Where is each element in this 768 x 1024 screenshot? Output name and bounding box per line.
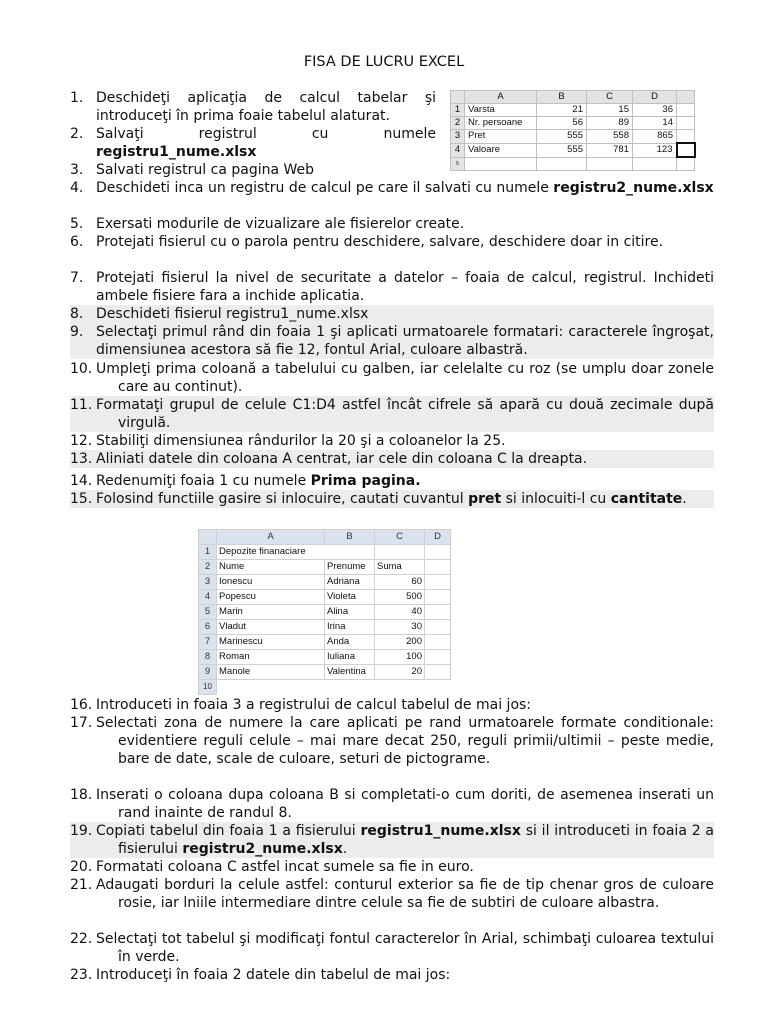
row-number: 9	[199, 665, 217, 680]
table-row	[199, 650, 451, 665]
list-item	[70, 822, 714, 858]
row-number: 7	[199, 635, 217, 650]
item-text: Selectaţi tot tabelul şi modificaţi fontul caracterelor în Arial, schimbaţi culoarea textului în verde.	[96, 931, 714, 965]
cell: 500	[375, 590, 425, 605]
row-number: 8	[199, 650, 217, 665]
item-text: Salvati registrul ca pagina Web	[96, 162, 315, 178]
item-number: 18.	[70, 787, 93, 803]
item-text: Protejati fisierul la nivel de securitate a datelor – foaia de calcul, registrul. Inchideti ambele fisiere fara a inchide aplicatia.	[96, 270, 714, 304]
item-number: 4.	[70, 180, 84, 196]
item-text: Selectaţi primul rând din foaia 1 şi aplicati urmatoarele formatari: caracterele îngroşat, dimensiunea acestora să fie 12, fontul Arial, culoare albastră.	[96, 324, 714, 358]
cell: Valentina	[325, 665, 375, 680]
table-row	[199, 545, 451, 560]
list-item	[70, 472, 714, 490]
table-row	[451, 157, 695, 171]
item-text: Folosind functiile gasire si inlocuire, cautati cuvantul pret si inlocuiti-l cu cantitate.	[96, 491, 687, 507]
row-number: 1	[199, 545, 217, 560]
list-item	[70, 432, 714, 450]
cell: Irina	[325, 620, 375, 635]
table-row	[199, 635, 451, 650]
item-text: Redenumiţi foaia 1 cu numele Prima pagina.	[96, 473, 421, 489]
item-number: 11.	[70, 397, 93, 413]
item-number: 15.	[70, 491, 93, 507]
item-number: 16.	[70, 697, 93, 713]
item-number: 3.	[70, 162, 84, 178]
item-number: 20.	[70, 859, 93, 875]
cell: 14	[633, 117, 677, 130]
table-row	[199, 605, 451, 620]
table-row	[451, 117, 695, 130]
cell: Marinescu	[217, 635, 325, 650]
item-number: 21.	[70, 877, 93, 893]
cell: 40	[375, 605, 425, 620]
selected-cell	[677, 143, 695, 157]
table-row	[451, 130, 695, 144]
item-number: 13.	[70, 451, 93, 467]
cell: 123	[633, 143, 677, 157]
table-row	[199, 590, 451, 605]
row-number: 5	[199, 605, 217, 620]
cell: 20	[375, 665, 425, 680]
column-header: A	[465, 91, 537, 104]
list-item	[70, 858, 714, 876]
row-number: 1	[451, 104, 465, 117]
cell: 781	[587, 143, 633, 157]
list-item	[70, 396, 714, 432]
table-row	[199, 680, 451, 695]
page-title: FISA DE LUCRU EXCEL	[303, 54, 465, 70]
cell: Marin	[217, 605, 325, 620]
list-item	[70, 876, 714, 912]
item-text: Deschideţi aplicaţia de calcul tabelar şi introduceţi în prima foaie tabelul alaturat.	[96, 90, 436, 124]
item-number: 2.	[70, 126, 84, 142]
item-number: 23.	[70, 967, 93, 983]
column-header: D	[633, 91, 677, 104]
header-cell: Nume	[217, 560, 325, 575]
cell: 100	[375, 650, 425, 665]
cell: Adriana	[325, 575, 375, 590]
item-text: Protejati fisierul cu o parola pentru deschidere, salvare, deschidere doar in citire.	[96, 234, 664, 250]
cell: 558	[587, 130, 633, 144]
column-header-row	[199, 530, 451, 545]
cell: Pret	[465, 130, 537, 144]
item-text: Formataţi grupul de celule C1:D4 astfel încât cifrele să apară cu două zecimale după virgulă.	[96, 397, 714, 431]
cell: Ionescu	[217, 575, 325, 590]
row-number: 3	[451, 130, 465, 144]
list-item	[70, 490, 714, 508]
cell: Roman	[217, 650, 325, 665]
row-number: 6	[199, 620, 217, 635]
cell: Alina	[325, 605, 375, 620]
item-number: 6.	[70, 234, 84, 250]
list-item	[70, 305, 714, 323]
cell: 21	[537, 104, 587, 117]
list-item	[70, 269, 714, 305]
cell: 15	[587, 104, 633, 117]
cell: 865	[633, 130, 677, 144]
cell: 555	[537, 143, 587, 157]
item-number: 10.	[70, 361, 93, 377]
row-number: 10	[199, 680, 217, 695]
item-number: 17.	[70, 715, 93, 731]
item-text: Salvaţi registrul cu numele registru1_nume.xlsx	[96, 126, 436, 160]
item-text: Deschideti inca un registru de calcul pe care il salvati cu numele registru2_nume.xlsx	[96, 180, 714, 196]
row-number: 5	[451, 157, 465, 171]
cell: 555	[537, 130, 587, 144]
cell: Varsta	[465, 104, 537, 117]
row-number: 4	[199, 590, 217, 605]
item-number: 7.	[70, 270, 84, 286]
row-number: 3	[199, 575, 217, 590]
item-text: Adaugati borduri la celule astfel: conturul exterior sa fie de tip chenar gros de culoare rosie, iar lniile intermediare dintre celule sa fie de subtiri de culoare albastra.	[96, 877, 714, 911]
item-number: 14.	[70, 473, 93, 489]
item-text: Introduceţi în foaia 2 datele din tabelul de mai jos:	[96, 967, 451, 983]
column-header: B	[325, 530, 375, 545]
item-text: Formatati coloana C astfel incat sumele sa fie in euro.	[96, 859, 474, 875]
column-header: B	[537, 91, 587, 104]
item-text: Aliniati datele din coloana A centrat, iar cele din coloana C la dreapta.	[96, 451, 588, 467]
list-item	[70, 125, 436, 161]
list-item	[70, 450, 714, 468]
column-header: A	[217, 530, 325, 545]
table-row	[199, 620, 451, 635]
item-number: 9.	[70, 324, 84, 340]
item-number: 5.	[70, 216, 84, 232]
list-item	[70, 966, 714, 984]
cell: Valoare	[465, 143, 537, 157]
row-number: 2	[199, 560, 217, 575]
list-item	[70, 696, 714, 714]
list-item	[70, 89, 436, 125]
cell: 89	[587, 117, 633, 130]
item-number: 12.	[70, 433, 93, 449]
column-header-row	[451, 91, 695, 104]
item-text: Introduceti in foaia 3 a registrului de calcul tabelul de mai jos:	[96, 697, 532, 713]
header-cell: Prenume	[325, 560, 375, 575]
table-title-cell: Depozite finanaciare	[217, 545, 325, 560]
cell: Nr. persoane	[465, 117, 537, 130]
cell: 56	[537, 117, 587, 130]
column-header: C	[375, 530, 425, 545]
table-row	[199, 575, 451, 590]
list-item	[70, 323, 714, 359]
list-item	[70, 930, 714, 966]
item-number: 22.	[70, 931, 93, 947]
table-row	[199, 560, 451, 575]
cell: 60	[375, 575, 425, 590]
column-header: C	[587, 91, 633, 104]
item-text: Exersati modurile de vizualizare ale fisierelor create.	[96, 216, 465, 232]
cell: Vladut	[217, 620, 325, 635]
cell: Violeta	[325, 590, 375, 605]
list-item	[70, 233, 714, 251]
header-cell: Suma	[375, 560, 425, 575]
select-all-corner	[199, 530, 217, 545]
item-text: Selectati zona de numere la care aplicati pe rand urmatoarele formate conditionale: evidentiere reguli celule – mai mare decat 250, reguli primii/ultimii – peste medie, bare de date, scale de culoare, seturi de pictograme.	[96, 715, 714, 767]
item-number: 1.	[70, 90, 84, 106]
table-row	[199, 665, 451, 680]
cell: 36	[633, 104, 677, 117]
list-item	[70, 360, 714, 396]
list-item	[70, 786, 714, 822]
cell: 200	[375, 635, 425, 650]
item-text: Copiati tabelul din foaia 1 a fisierului registru1_nume.xlsx si il introduceti in foaia 2 a fisierului registru2_nume.xlsx.	[96, 823, 714, 857]
list-item	[70, 714, 714, 768]
row-number: 4	[451, 143, 465, 157]
cell: Manole	[217, 665, 325, 680]
item-text: Stabiliţi dimensiunea rândurilor la 20 şi a coloanelor la 25.	[96, 433, 506, 449]
item-text: Umpleţi prima coloană a tabelului cu galben, iar celelalte cu roz (se umplu doar zonele care au continut).	[96, 361, 714, 395]
cell: Iuliana	[325, 650, 375, 665]
row-number: 2	[451, 117, 465, 130]
cell: Anda	[325, 635, 375, 650]
list-item	[70, 215, 714, 233]
item-text: Inserati o coloana dupa coloana B si completati-o cum doriti, de asemenea inserati un rand inainte de randul 8.	[96, 787, 714, 821]
item-number: 19.	[70, 823, 93, 839]
item-number: 8.	[70, 306, 84, 322]
cell: 30	[375, 620, 425, 635]
spreadsheet-table-2	[198, 529, 451, 695]
item-text: Deschideti fisierul registru1_nume.xlsx	[96, 306, 369, 322]
table-row	[451, 143, 695, 157]
column-header: D	[425, 530, 451, 545]
spreadsheet-table-1	[450, 90, 696, 171]
list-item	[70, 179, 714, 197]
table-row	[451, 104, 695, 117]
cell: Popescu	[217, 590, 325, 605]
